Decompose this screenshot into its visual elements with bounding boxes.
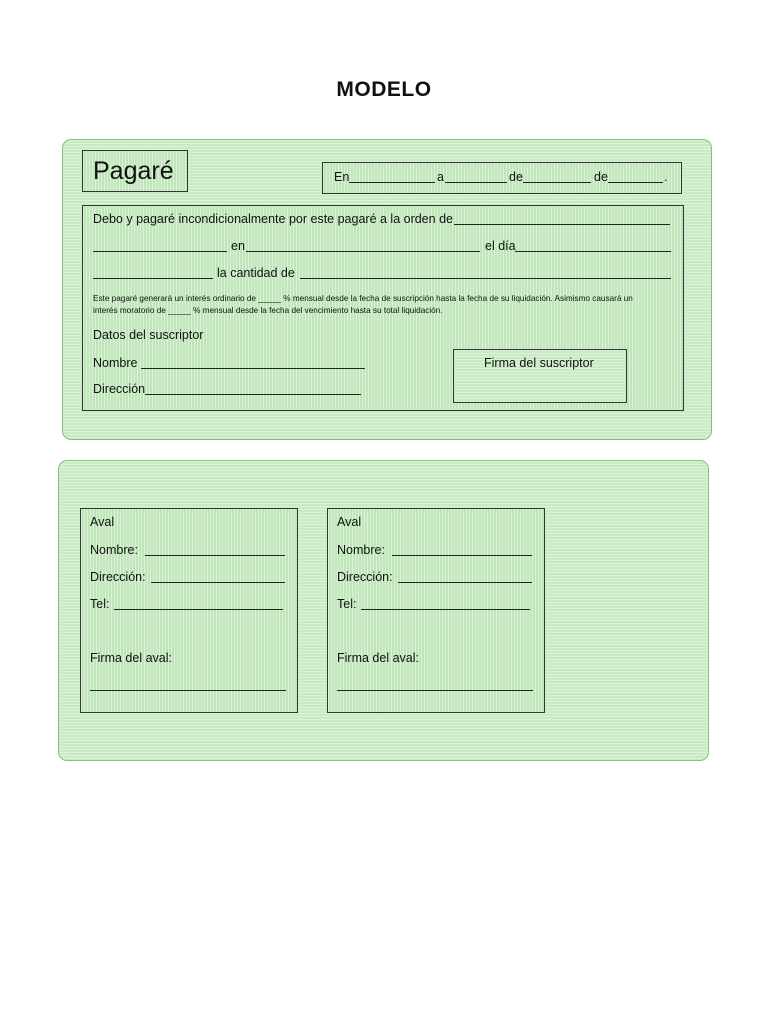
aval-nombre-label: Nombre: <box>337 543 385 557</box>
en-label: en <box>231 239 245 253</box>
aval-box-2 <box>327 508 545 713</box>
date-line <box>515 251 671 252</box>
date-dot: . <box>664 170 668 184</box>
aval-nombre-label: Nombre: <box>90 543 138 557</box>
datos-suscriptor: Datos del suscriptor <box>93 328 204 342</box>
aval-direccion-label: Dirección: <box>337 570 393 584</box>
aval-direccion-line <box>398 582 532 583</box>
aval-tel-label: Tel: <box>337 597 357 611</box>
aval-tel-line <box>361 609 530 610</box>
el-dia-label: el día <box>485 239 516 253</box>
firma-suscriptor-box <box>453 349 627 403</box>
aval-nombre-line <box>392 555 532 556</box>
direccion-line <box>145 394 361 395</box>
cantidad-label: la cantidad de <box>217 266 295 280</box>
aval-firma-line <box>90 690 286 691</box>
aval-firma-label: Firma del aval: <box>90 651 172 665</box>
date-box <box>322 162 682 194</box>
order-text: Debo y pagaré incondicionalmente por este pagaré a la orden de <box>93 212 453 226</box>
aval-nombre-line <box>145 555 285 556</box>
aval-firma-label: Firma del aval: <box>337 651 419 665</box>
nombre-line <box>141 368 365 369</box>
nombre-label: Nombre <box>93 356 138 370</box>
page-title: MODELO <box>336 78 432 101</box>
aval-direccion-label: Dirección: <box>90 570 146 584</box>
aval-heading: Aval <box>337 515 362 529</box>
pagare-title: Pagaré <box>93 157 174 185</box>
date-day-line <box>445 182 507 183</box>
date-month-line <box>523 182 591 183</box>
pagare-title-box <box>82 150 188 192</box>
place-line <box>246 251 480 252</box>
aval-heading: Aval <box>90 515 115 529</box>
date-de-label-2: de <box>594 170 608 184</box>
interest-text-1: Este pagaré generará un interés ordinario de _____ % mensual desde la fecha de suscripción hasta la fecha de su liquidación. Asimismo causará un <box>93 294 633 303</box>
pagare-body-box <box>82 205 684 411</box>
line2-a <box>93 251 227 252</box>
date-year-line <box>608 182 663 183</box>
date-en-label: En <box>334 170 350 184</box>
aval-box-1 <box>80 508 298 713</box>
aval-firma-line <box>337 690 533 691</box>
interest-text-2: interés moratorio de _____ % mensual desde la fecha del vencimiento hasta su total liquidación. <box>93 306 443 315</box>
aval-tel-line <box>114 609 283 610</box>
date-place-line <box>349 182 435 183</box>
direccion-label: Dirección <box>93 382 146 396</box>
firma-suscriptor-label: Firma del suscriptor <box>484 356 594 370</box>
beneficiary-line <box>454 224 670 225</box>
amount-line <box>300 278 671 279</box>
aval-direccion-line <box>151 582 285 583</box>
date-a-label: a <box>437 170 444 184</box>
aval-tel-label: Tel: <box>90 597 110 611</box>
date-de-label-1: de <box>509 170 523 184</box>
line3-a <box>93 278 213 279</box>
